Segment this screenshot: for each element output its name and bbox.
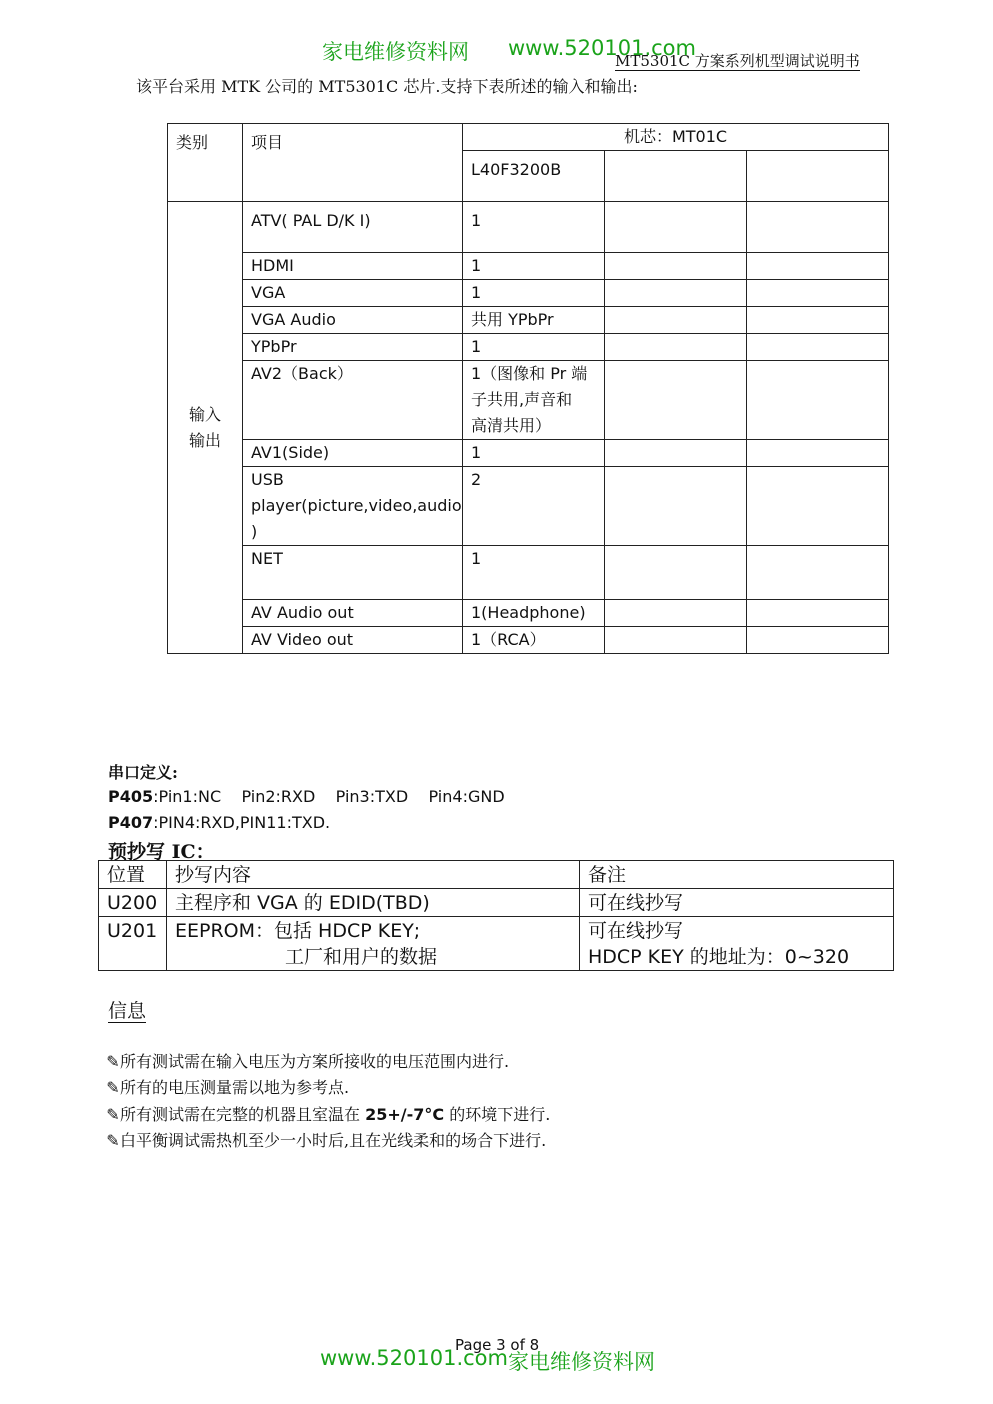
row-item: USB player(picture,video,audio ) (243, 467, 463, 546)
doc-title: MT5301C 方案系列机型调试说明书 (615, 52, 860, 70)
empty-cell (605, 546, 747, 600)
info-item: ✎所有的电压测量需以地为参考点. (106, 1078, 350, 1097)
empty-cell (747, 361, 889, 440)
empty-cell (605, 151, 747, 202)
empty-cell (605, 627, 747, 654)
empty-cell (605, 361, 747, 440)
ic-note: 可在线抄写 HDCP KEY 的地址为：0~320 (580, 917, 894, 971)
info-item: ✎所有测试需在输入电压为方案所接收的电压范围内进行. (106, 1052, 510, 1071)
empty-cell (747, 334, 889, 361)
row-item: NET (243, 546, 463, 600)
io-table (167, 123, 889, 654)
ic-content: EEPROM：包括 HDCP KEY; 工厂和用户的数据 (167, 917, 580, 971)
info-item: ✎白平衡调试需热机至少一小时后,且在光线柔和的场合下进行. (106, 1131, 547, 1150)
empty-cell (605, 307, 747, 334)
pencil-icon: ✎ (106, 1105, 120, 1124)
row-value: 1 (463, 546, 605, 600)
ic-content: 主程序和 VGA 的 EDID(TBD) (167, 889, 580, 917)
ic-col-content: 抄写内容 (167, 861, 580, 889)
empty-cell (605, 202, 747, 253)
row-item: AV1(Side) (243, 440, 463, 467)
pencil-icon: ✎ (106, 1078, 120, 1097)
empty-cell (605, 280, 747, 307)
empty-cell (747, 307, 889, 334)
ic-col-position: 位置 (99, 861, 167, 889)
pencil-icon: ✎ (106, 1131, 120, 1150)
empty-cell (747, 546, 889, 600)
row-item: YPbPr (243, 334, 463, 361)
page-number: Page 3 of 8 (455, 1336, 540, 1354)
empty-cell (605, 440, 747, 467)
col-category: 类别 (168, 124, 243, 202)
empty-cell (605, 253, 747, 280)
serial-heading: 串口定义: (108, 763, 178, 782)
row-item: ATV( PAL D/K I) (243, 202, 463, 253)
row-item: VGA (243, 280, 463, 307)
empty-cell (605, 600, 747, 627)
row-value: 1 (463, 440, 605, 467)
footer-watermark-cn: 家电维修资料网 (508, 1350, 655, 1374)
empty-cell (747, 151, 889, 202)
col-chassis: 机芯：MT01C (463, 124, 889, 151)
header-watermark-cn: 家电维修资料网 (322, 40, 469, 64)
row-value: 1(Headphone) (463, 600, 605, 627)
row-value: 1（图像和 Pr 端 子共用,声音和 高清共用） (463, 361, 605, 440)
row-value: 1（RCA） (463, 627, 605, 654)
empty-cell (747, 280, 889, 307)
pencil-icon: ✎ (106, 1052, 120, 1071)
empty-cell (747, 627, 889, 654)
row-value: 1 (463, 280, 605, 307)
header-watermark-url: www.520101.com (508, 36, 696, 60)
info-item: ✎所有测试需在完整的机器且室温在 25+/-7°C 的环境下进行. (106, 1105, 551, 1124)
row-value: 共用 YPbPr (463, 307, 605, 334)
serial-p405: P405:Pin1:NC Pin2:RXD Pin3:TXD Pin4:GND (108, 787, 505, 806)
empty-cell (747, 253, 889, 280)
row-value: 1 (463, 202, 605, 253)
empty-cell (747, 467, 889, 546)
ic-table (98, 860, 894, 971)
ic-heading: 预抄写 IC： (108, 841, 215, 863)
footer-watermark-url: www.520101.com (320, 1346, 508, 1370)
row-value: 1 (463, 334, 605, 361)
row-value: 2 (463, 467, 605, 546)
empty-cell (747, 440, 889, 467)
serial-p407: P407:PIN4:RXD,PIN11:TXD. (108, 813, 331, 832)
ic-position: U201 (99, 917, 167, 971)
ic-note: 可在线抄写 (580, 889, 894, 917)
row-item: VGA Audio (243, 307, 463, 334)
intro-text: 该平台采用 MTK 公司的 MT5301C 芯片.支持下表所述的输入和输出: (136, 77, 638, 96)
model-name: L40F3200B (463, 151, 605, 202)
row-item: HDMI (243, 253, 463, 280)
ic-col-note: 备注 (580, 861, 894, 889)
info-heading: 信息 (108, 1000, 147, 1022)
empty-cell (605, 467, 747, 546)
empty-cell (747, 600, 889, 627)
empty-cell (747, 202, 889, 253)
row-value: 1 (463, 253, 605, 280)
row-item: AV Audio out (243, 600, 463, 627)
category-io: 输入 输出 (168, 202, 243, 654)
empty-cell (605, 334, 747, 361)
row-item: AV Video out (243, 627, 463, 654)
row-item: AV2（Back） (243, 361, 463, 440)
ic-position: U200 (99, 889, 167, 917)
col-item: 项目 (243, 124, 463, 202)
